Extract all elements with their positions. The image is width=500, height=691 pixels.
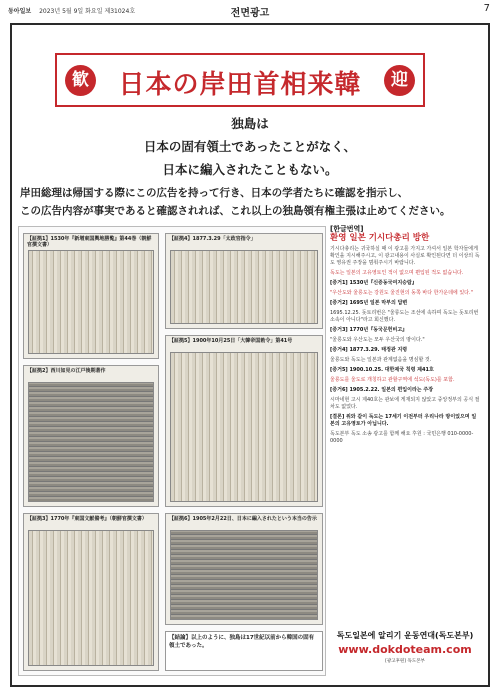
- evidence-panel: [18, 226, 326, 676]
- claim-line-1: 独島は: [231, 116, 269, 131]
- evidence-3-text: "울릉도와 우산도는 모두 우산국의 땅이다.": [330, 337, 425, 343]
- issue-number: 제31024호: [104, 8, 136, 15]
- page-number: 7: [483, 3, 490, 14]
- title-banner: [55, 53, 425, 107]
- evidence-2-text: 1695.12.25. 돗토리번은 "울릉도는 조선에 속하며 독도는 돗토리번 소속이 아니다"라고 회신했다.: [330, 310, 479, 323]
- donation-footer: 독도본부 독도 소송 광고를 함께 해요 후원 : 국민은행 010-0000-0000: [330, 431, 474, 444]
- evidence-5-title: [증거5] 1900.10.25. 대한제국 칙령 제41호: [330, 367, 434, 373]
- evidence-document: [165, 513, 323, 625]
- conclusion-text: 【結論】以上のように、独島は17世紀以前から韓国の固有領土であった。: [169, 635, 315, 649]
- welcome-seal-left: 歓: [65, 65, 96, 96]
- evidence-document: [165, 233, 323, 329]
- document-image: [28, 382, 154, 502]
- document-image: [170, 530, 318, 620]
- sponsor-line: [광고후원] 독도본부: [385, 659, 425, 664]
- translation-intro-highlight: 독도는 일본의 고유영토인 적이 없으며 편입된 적도 없습니다.: [330, 270, 464, 276]
- lead-paragraph: [20, 184, 480, 220]
- evidence-caption: 【証拠2】西川如見の江戸後期著作: [27, 368, 106, 374]
- lead-line-1: 岸田総理は帰国する際にこの広告を持って行き、日本の学者たちに確認を指示し、: [20, 187, 409, 199]
- evidence-4-title: [증거4] 1877.3.29. 태정관 지령: [330, 347, 408, 353]
- evidence-3-title: [증거3] 1770년『동국문헌비고』: [330, 327, 408, 333]
- issue-date: 2023년 5월 9일 화요일: [39, 8, 103, 15]
- claim-line-2: 日本の固有領土であったことがなく、: [143, 139, 357, 154]
- evidence-1-text: "우산도와 울릉도는 강원도 울진현의 동쪽 바다 한가운데에 있다.": [330, 290, 473, 296]
- translation-subheader: 환영 일본 기시다총리 방한: [330, 233, 430, 243]
- evidence-document: [23, 513, 159, 671]
- evidence-caption: 【証拠5】1900年10月25日「大韓帝国勅令」第41号: [169, 338, 293, 344]
- evidence-document: [23, 365, 159, 507]
- evidence-6-title: [증거6] 1905.2.22. 일본의 편입이라는 주장: [330, 387, 434, 393]
- organization-name: 독도일본에 알리기 운동연대(독도본부): [336, 631, 474, 640]
- main-claim: [0, 112, 500, 181]
- translation-header: [한글번역]: [330, 225, 364, 233]
- document-image: [28, 530, 154, 666]
- welcome-seal-right: 迎: [384, 65, 415, 96]
- translation-intro: 기시다총리는 귀국하실 때 이 광고를 가지고 가셔서 일본 학자들에게 확인을 지시해주시고, 이 광고내용이 사실로 확인된다면 더 이상의 독도 영유권 주장을 멈춰주시기 바랍니다.: [330, 246, 480, 266]
- paper-name: 동아일보: [8, 8, 32, 15]
- evidence-caption: 【証拠1】1530年『新増東国輿地勝覧』第44巻（朝鮮官撰文書）: [27, 236, 152, 248]
- banner-title: 日本の岸田首相来韓: [118, 70, 362, 100]
- claim-line-3: 日本に編入されたこともない。: [162, 162, 338, 177]
- conclusion-box: [165, 631, 323, 671]
- evidence-5-text: 울릉도를 울도로 개칭하고 관할구역에 석도(독도)를 포함.: [330, 377, 455, 383]
- evidence-document: [165, 335, 323, 507]
- evidence-caption: 【証拠4】1877.3.29「太政官指令」: [169, 236, 256, 242]
- evidence-caption: 【証拠3】1770年『東国文献備考』（朝鮮官撰文書）: [27, 516, 147, 522]
- evidence-caption: 【証拠6】1905年2月22日、日本に編入されたという本当の告示: [169, 516, 317, 522]
- conclusion-text-ko: [결론] 위와 같이 독도는 17세기 이전부터 우리나라 땅이었으며 일본의 고유영토가 아닙니다.: [330, 414, 477, 427]
- document-image: [28, 250, 154, 354]
- document-image: [170, 250, 318, 324]
- lead-line-2: この広告内容が事実であると確認されれば、これ以上の独島領有権主張は止めてください。: [20, 205, 451, 217]
- evidence-1-title: [증거1] 1530년『신증동국여지승람』: [330, 280, 417, 286]
- section-title: 전면광고: [230, 8, 270, 19]
- document-image: [170, 352, 318, 502]
- organization-signature: [330, 630, 480, 664]
- organization-website[interactable]: www.dokdoteam.com: [338, 643, 472, 656]
- korean-translation-column: [330, 226, 480, 676]
- newspaper-masthead: [0, 0, 500, 22]
- evidence-4-text: 울릉도와 독도는 일본과 관계없음을 명심할 것.: [330, 357, 432, 363]
- evidence-6-text: 시마네현 고시 제40호는 관보에 게재되지 않았고 중앙정부의 공식 절차도 없었다.: [330, 397, 480, 410]
- evidence-2-title: [증거2] 1695년 일본 막부의 답변: [330, 300, 408, 306]
- evidence-document: [23, 233, 159, 359]
